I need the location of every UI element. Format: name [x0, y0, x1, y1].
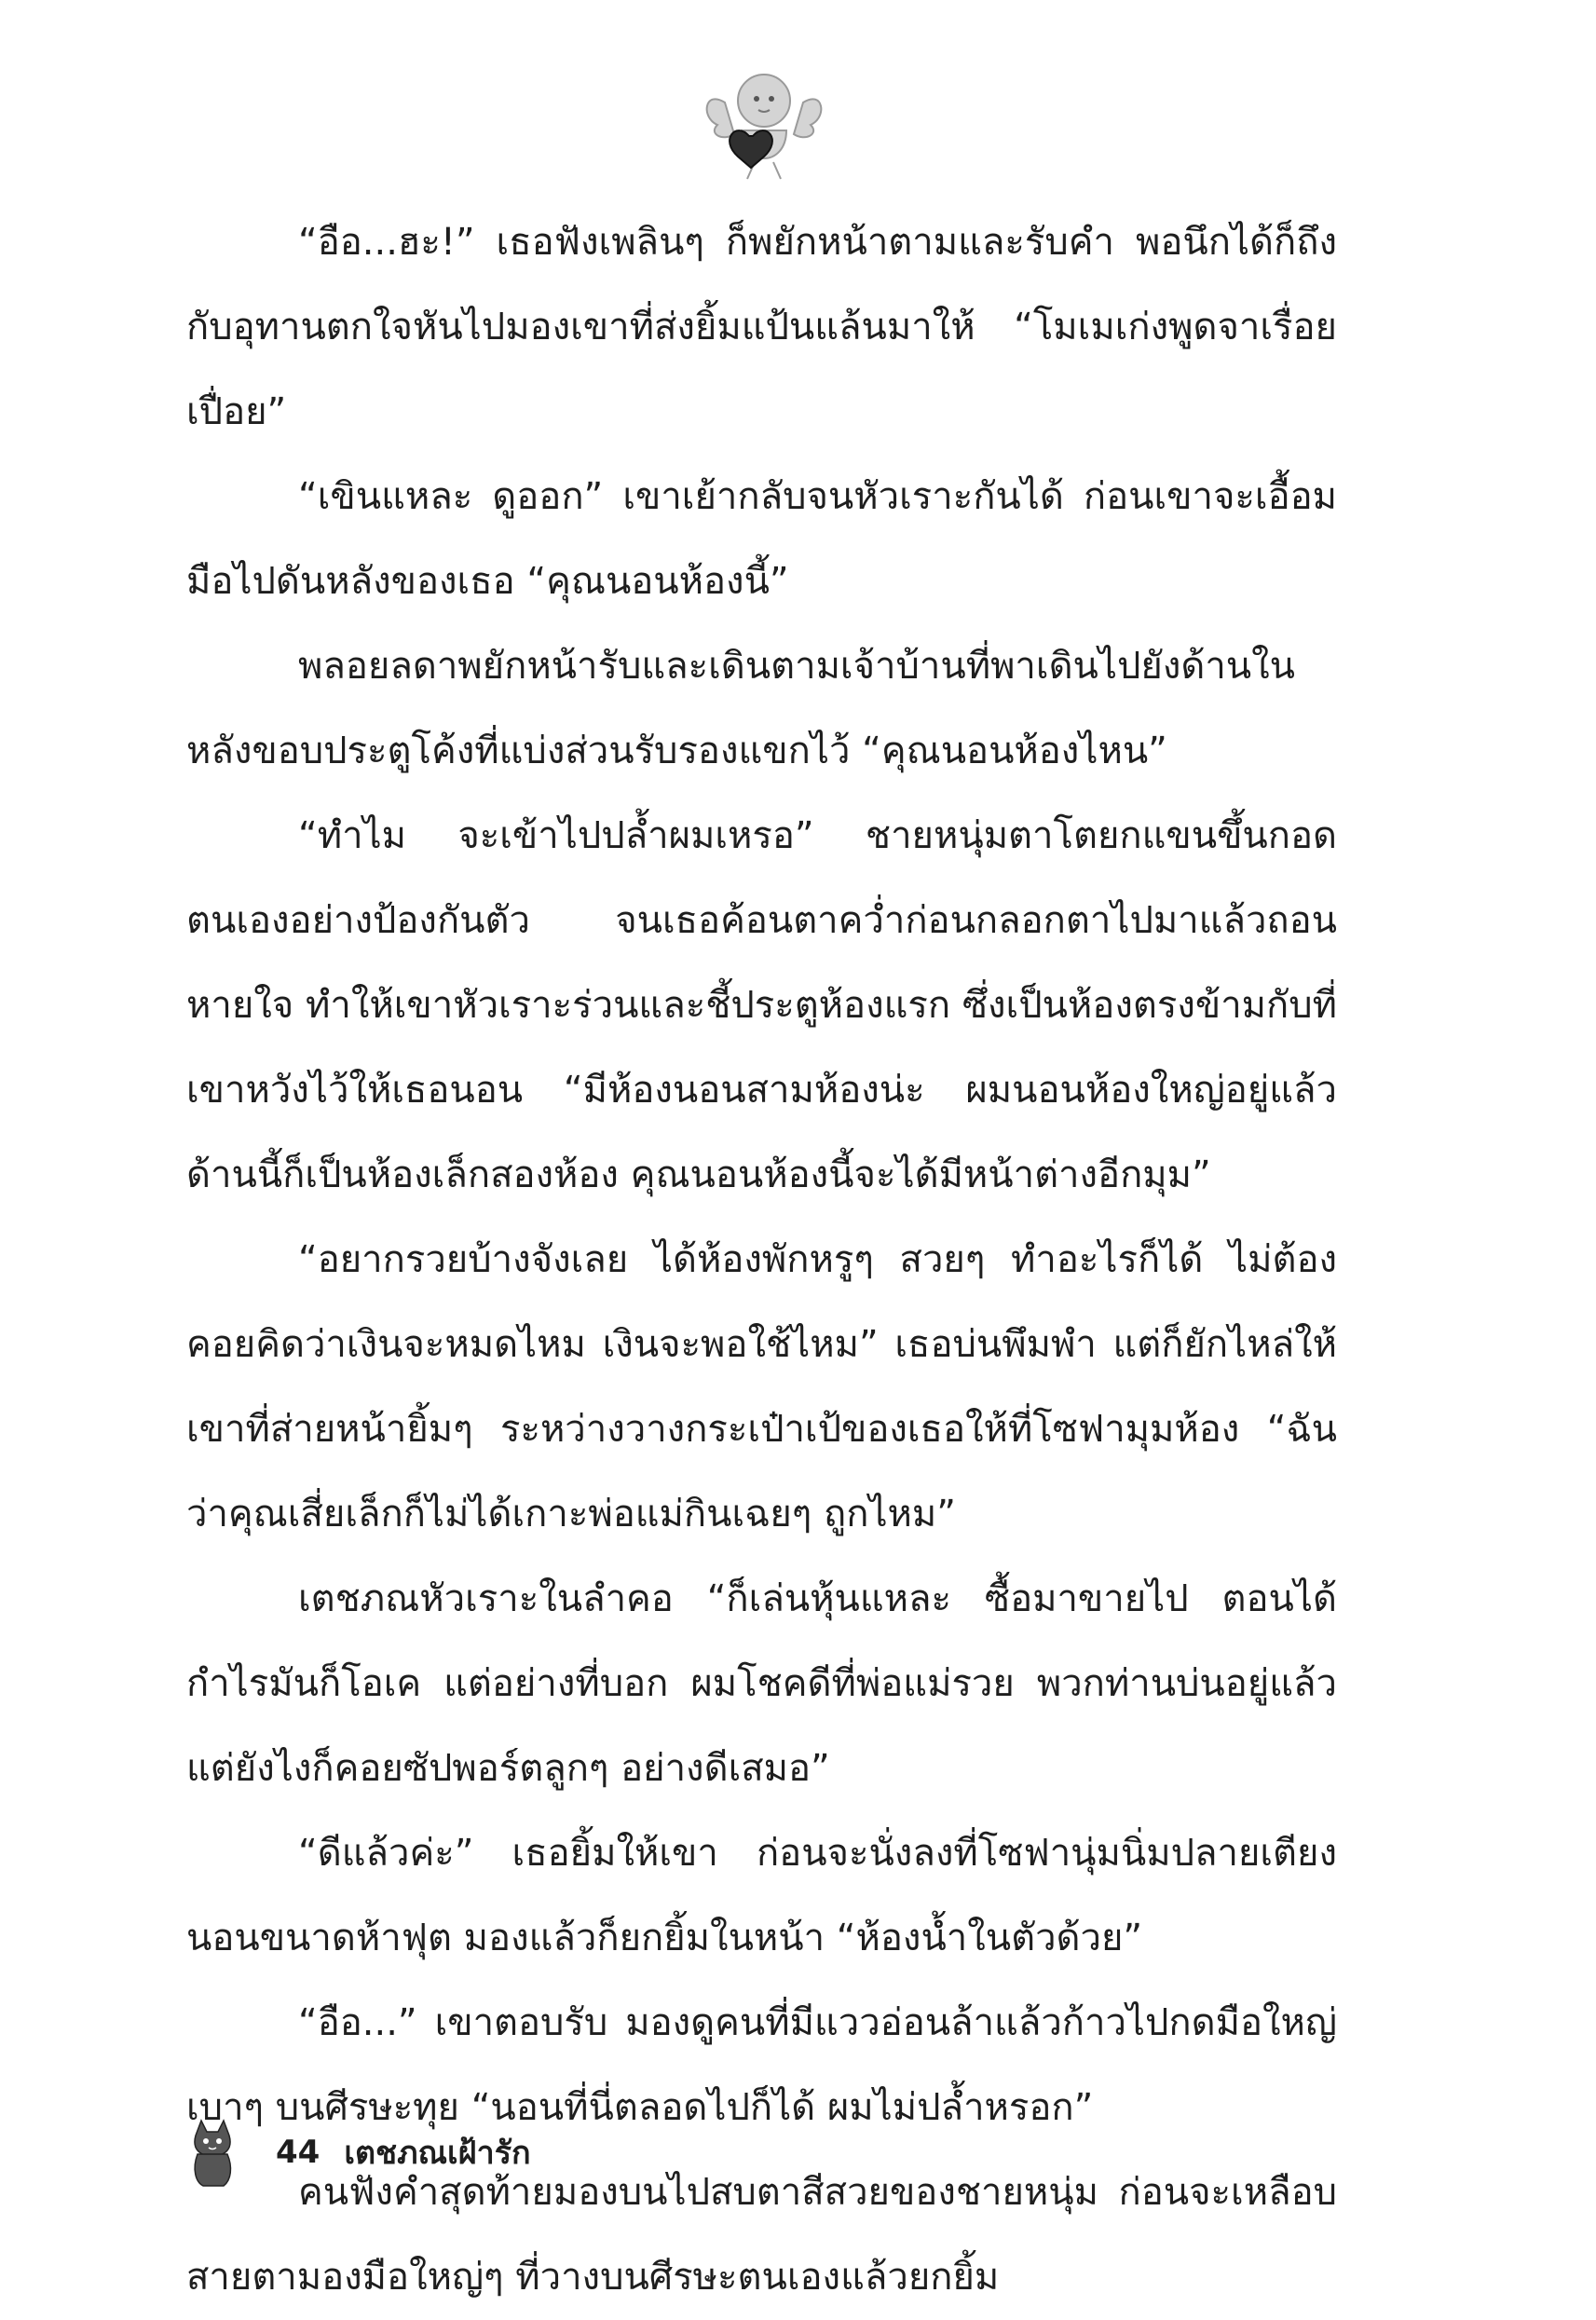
paragraph-7: “ดีแล้วค่ะ” เธอยิ้มให้เขา ก่อนจะนั่งลงที่โซฟานุ่มนิ่มปลายเตียงนอนขนาดห้าฟุต มองแล้วก็ยกยิ้มในหน้า “ห้องน้ำในตัวด้วย”	[186, 1832, 1337, 1959]
paragraph-8: “อือ...” เขาตอบรับ มองดูคนที่มีแววอ่อนล้าแล้วก้าวไปกดมือใหญ่เบาๆ บนศีรษะทุย “นอนที่นี่ตลอดไปก็ได้ ผมไม่ปล้ำหรอก”	[186, 2001, 1337, 2129]
paragraph-6: เตชภณหัวเราะในลำคอ “ก็เล่นหุ้นแหละ ซื้อมาขายไป ตอนได้กำไรมันก็โอเค แต่อย่างที่บอก ผมโชคดีที่พ่อแม่รวย พวกท่านบ่นอยู่แล้ว แต่ยังไงก็คอยซัปพอร์ตลูกๆ อย่างดีเสมอ”	[186, 1577, 1337, 1790]
cat-icon	[186, 2117, 239, 2188]
paragraph-5: “อยากรวยบ้างจังเลย ได้ห้องพักหรูๆ สวยๆ ทำอะไรก็ได้ ไม่ต้องคอยคิดว่าเงินจะหมดไหม เงินจะพอใช้ไหม” เธอบ่นพึมพำ แต่ก็ยักไหล่ให้เขาที่ส่ายหน้ายิ้มๆ ระหว่างวางกระเป๋าเป้ของเธอให้ที่โซฟามุมห้อง “ฉันว่าคุณเสี่ยเล็กก็ไม่ได้เกาะพ่อแม่กินเฉยๆ ถูกไหม”	[186, 1238, 1337, 1535]
paragraph-3: พลอยลดาพยักหน้ารับและเดินตามเจ้าบ้านที่พาเดินไปยังด้านในหลังขอบประตูโค้งที่แบ่งส่วนรับรองแขกไว้ “คุณนอนห้องไหน”	[186, 645, 1296, 772]
cupid-with-heart-icon	[699, 56, 829, 186]
page-number: 44	[276, 2134, 321, 2171]
paragraph-4: “ทำไม จะเข้าไปปล้ำผมเหรอ” ชายหนุ่มตาโตยกแขนขึ้นกอดตนเองอย่างป้องกันตัว จนเธอค้อนตาคว่ำก่อนกลอกตาไปมาแล้วถอนหายใจ ทำให้เขาหัวเราะร่วนและชี้ประตูห้องแรก ซึ่งเป็นห้องตรงข้ามกับที่เขาหวังไว้ให้เธอนอน “มีห้องนอนสามห้องน่ะ ผมนอนห้องใหญ่อยู่แล้ว ด้านนี้ก็เป็นห้องเล็กสองห้อง คุณนอนห้องนี้จะได้มีหน้าต่างอีกมุม”	[186, 814, 1337, 1196]
paragraph-9: คนฟังคำสุดท้ายมองบนไปสบตาสีสวยของชายหนุ่ม ก่อนจะเหลือบสายตามองมือใหญ่ๆ ที่วางบนศีรษะตนเองแล้วยกยิ้ม	[186, 2171, 1337, 2299]
page-footer	[186, 2115, 531, 2190]
paragraph-2: “เขินแหละ ดูออก” เขาเย้ากลับจนหัวเราะกันได้ ก่อนเขาจะเอื้อมมือไปดันหลังของเธอ “คุณนอนห้องนี้”	[186, 475, 1337, 603]
book-title: เตชภณเฝ้ารัก	[344, 2135, 531, 2172]
paragraph-1: “อือ...ฮะ!” เธอฟังเพลินๆ ก็พยักหน้าตามและรับคำ พอนึกได้ก็ถึงกับอุทานตกใจหันไปมองเขาที่ส่งยิ้มแป้นแล้นมาให้ “โมเมเก่งพูดจาเรื่อยเปื่อย”	[186, 221, 1337, 433]
